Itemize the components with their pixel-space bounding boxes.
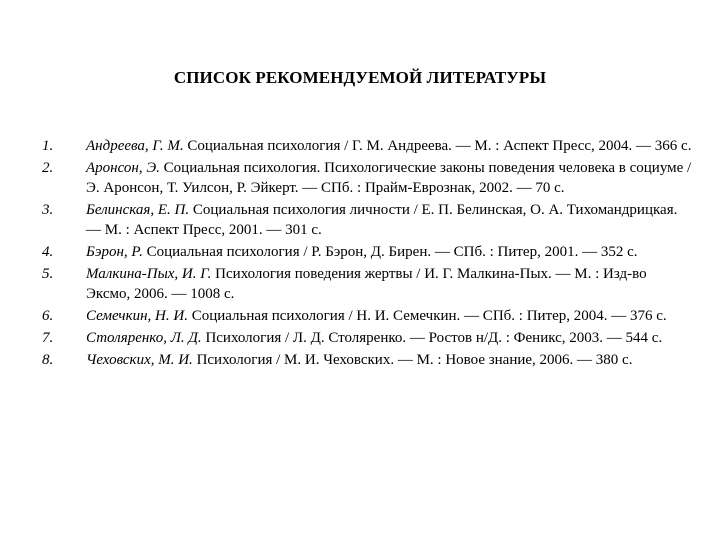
reference-author: Семечкин, Н. И. (86, 308, 188, 324)
reference-text: Психология / М. И. Чеховских. — М. : Новое знание, 2006. — 380 с. (192, 352, 633, 368)
list-item (42, 264, 692, 304)
reference-author: Малкина-Пых, И. Г. (86, 266, 212, 282)
reference-author: Чеховских, М. И. (86, 352, 193, 368)
reference-text: Психология / Л. Д. Столяренко. — Ростов н/Д. : Феникс, 2003. — 544 с. (201, 330, 663, 346)
reference-number: 1. (42, 138, 54, 154)
list-item (42, 200, 692, 240)
reference-number: 3. (42, 202, 54, 218)
reference-text: Социальная психология / Р. Бэрон, Д. Бирен. — СПб. : Питер, 2001. — 352 с. (142, 244, 638, 260)
reference-number: 4. (42, 244, 54, 260)
reference-number: 5. (42, 266, 54, 282)
reference-author: Аронсон, Э. (86, 160, 160, 176)
reference-author: Бэрон, Р. (86, 244, 143, 260)
reference-text: Психология поведения жертвы / И. Г. Малкина-Пых. — М. : Изд-во Эксмо, 2006. — 1008 с. (86, 266, 647, 302)
reference-number: 7. (42, 330, 54, 346)
reference-list (42, 136, 692, 372)
reference-author: Андреева, Г. М. (86, 138, 184, 154)
list-item (42, 242, 692, 262)
reference-text: Социальная психология / Г. М. Андреева. — М. : Аспект Пресс, 2004. — 366 с. (183, 138, 692, 154)
list-item (42, 350, 692, 370)
list-item (42, 306, 692, 326)
page-title: СПИСОК РЕКОМЕНДУЕМОЙ ЛИТЕРАТУРЫ (173, 68, 547, 87)
list-item (42, 328, 692, 348)
reference-author: Столяренко, Л. Д. (86, 330, 202, 346)
reference-author: Белинская, Е. П. (86, 202, 190, 218)
reference-text: Социальная психология личности / Е. П. Белинская, О. А. Тихомандрицкая. — М. : Аспект Пресс, 2001. — 301 с. (86, 202, 678, 238)
reference-number: 6. (42, 308, 54, 324)
list-item (42, 158, 692, 198)
reference-text: Социальная психология / Н. И. Семечкин. — СПб. : Питер, 2004. — 376 с. (187, 308, 667, 324)
reference-number: 2. (42, 160, 54, 176)
reference-number: 8. (42, 352, 54, 368)
list-item (42, 136, 692, 156)
reference-text: Социальная психология. Психологические законы поведения человека в социуме / Э. Аронсон, Т. Уилсон, Р. Эйкерт. — СПб. : Прайм-Еврознак, 2002. — 70 с. (86, 160, 692, 196)
